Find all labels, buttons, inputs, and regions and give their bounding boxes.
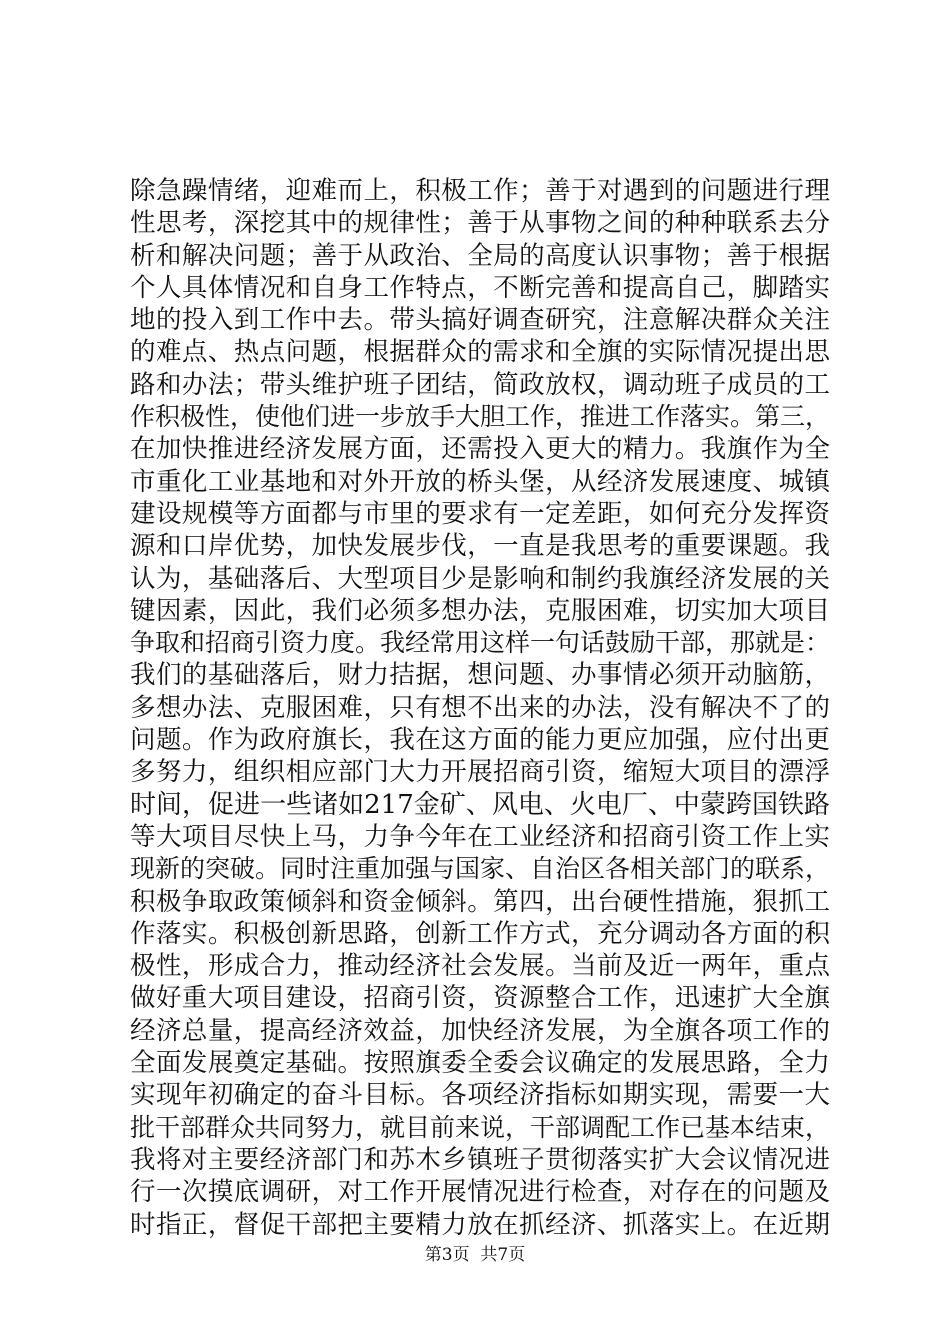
text-line: 经济总量，提高经济效益，加快经济发展，为全旗各项工作的 <box>130 1015 830 1046</box>
text-line: 批干部群众共同努力，就目前来说，干部调配工作已基本结束， <box>130 1112 831 1142</box>
text-line: 的难点、热点问题，根据群众的需求和全旗的实际情况提出思 <box>130 337 830 368</box>
text-line: 路和办法；带头维护班子团结，简政放权，调动班子成员的工 <box>130 369 830 400</box>
text-line: 我将对主要经济部门和苏木乡镇班子贯彻落实扩大会议情况进 <box>130 1144 830 1175</box>
text-line: 极性，形成合力，推动经济社会发展。当前及近一两年，重点 <box>130 951 830 982</box>
text-line: 全面发展奠定基础。按照旗委全委会议确定的发展思路，全力 <box>130 1048 830 1079</box>
text-line: 认为，基础落后、大型项目少是影响和制约我旗经济发展的关 <box>130 563 830 594</box>
text-line: 争取和招商引资力度。我经常用这样一句话鼓励干部，那就是： <box>130 628 831 658</box>
text-line: 析和解决问题；善于从政治、全局的高度认识事物；善于根据 <box>130 240 830 271</box>
text-line: 做好重大项目建设，招商引资，资源整合工作，迅速扩大全旗 <box>130 983 830 1014</box>
text-line: 问题。作为政府旗长，我在这方面的能力更应加强，应付出更 <box>130 725 830 756</box>
text-line: 实现年初确定的奋斗目标。各项经济指标如期实现，需要一大 <box>130 1080 830 1111</box>
text-line: 等大项目尽快上马，力争今年在工业经济和招商引资工作上实 <box>130 821 830 852</box>
text-line: 性思考，深挖其中的规律性；善于从事物之间的种种联系去分 <box>130 208 830 239</box>
text-line: 积极争取政策倾斜和资金倾斜。第四，出台硬性措施，狠抓工 <box>130 886 830 917</box>
text-line: 键因素，因此，我们必须多想办法，克服困难，切实加大项目 <box>130 595 830 626</box>
text-line: 市重化工业基地和对外开放的桥头堡，从经济发展速度、城镇 <box>130 466 830 497</box>
text-line: 多想办法、克服困难，只有想不出来的办法，没有解决不了的 <box>130 692 830 723</box>
text-line: 建设规模等方面都与市里的要求有一定差距，如何充分发挥资 <box>130 498 830 529</box>
text-line: 地的投入到工作中去。带头搞好调查研究，注意解决群众关注 <box>130 305 830 336</box>
text-line: 行一次摸底调研，对工作开展情况进行检查，对存在的问题及 <box>130 1177 830 1208</box>
page-footer: 第3页 共7页 <box>424 1245 526 1265</box>
text-line: 时指正，督促干部把主要精力放在抓经济、抓落实上。在近期 <box>130 1209 830 1240</box>
text-line: 时间，促进一些诸如217金矿、风电、火电厂、中蒙跨国铁路 <box>130 789 830 820</box>
text-line: 多努力，组织相应部门大力开展招商引资，缩短大项目的漂浮 <box>130 757 830 788</box>
text-line: 现新的突破。同时注重加强与国家、自治区各相关部门的联系， <box>130 854 831 884</box>
text-line: 作积极性，使他们进一步放手大胆工作，推进工作落实。第三， <box>130 402 831 432</box>
text-line: 除急躁情绪，迎难而上，积极工作；善于对遇到的问题进行理 <box>130 176 830 206</box>
text-line: 作落实。积极创新思路，创新工作方式，充分调动各方面的积 <box>130 918 830 949</box>
text-line: 源和口岸优势，加快发展步伐，一直是我思考的重要课题。我 <box>130 531 830 562</box>
text-line: 在加快推进经济发展方面，还需投入更大的精力。我旗作为全 <box>130 434 830 465</box>
text-line: 个人具体情况和自身工作特点，不断完善和提高自己，脚踏实 <box>130 272 830 303</box>
text-line: 我们的基础落后，财力拮据，想问题、办事情必须开动脑筋， <box>130 660 830 691</box>
body-text <box>130 175 830 1241</box>
